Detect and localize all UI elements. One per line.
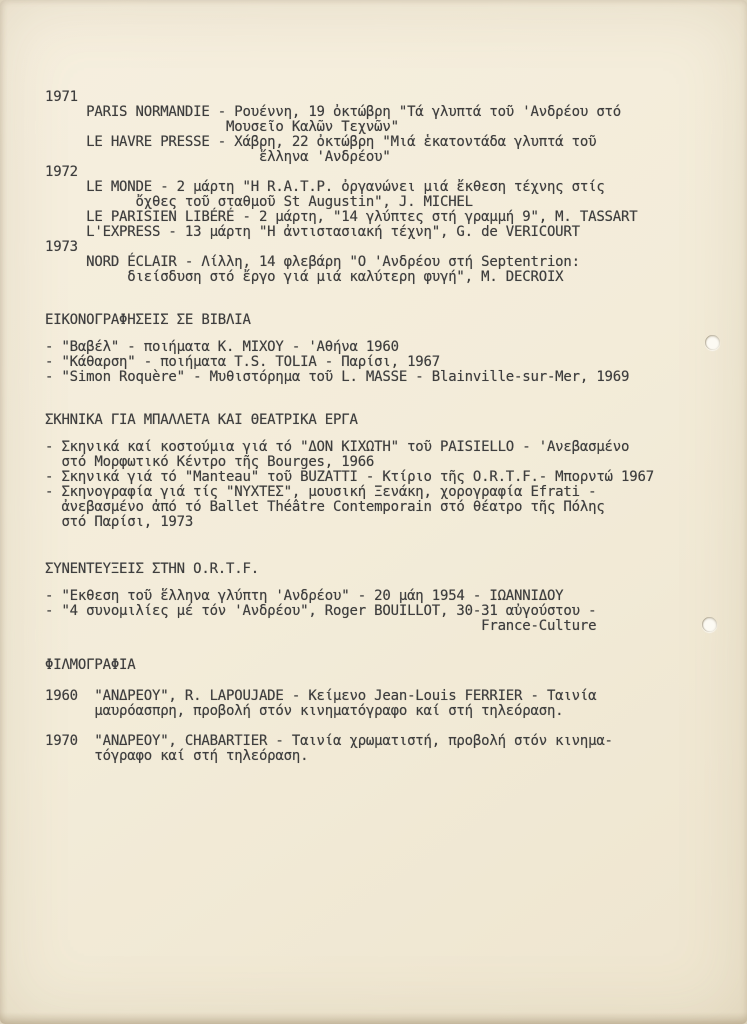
press-chronology-section	[45, 90, 737, 285]
text-line: στό Μορφωτικό Κέντρο τῆς Bourges, 1966	[45, 454, 375, 470]
section-book-illustrations	[45, 313, 737, 385]
text-line: - "4 συνομιλίες μέ τόν 'Ανδρέου", Roger BOUILLOT, 30-31 αὐγούστου -	[45, 603, 597, 619]
text-line: 1960 "ΑΝΔΡΕΟΥ", R. LAPOUJADE - Κείμενο Jean-Louis FERRIER - Ταινία	[45, 688, 597, 704]
text-line: LE HAVRE PRESSE - Χάβρη, 22 ὀκτώβρη "Μιά ἑκατοντάδα γλυπτά τοῦ	[45, 134, 597, 150]
interviews-list	[45, 589, 737, 634]
section-title-interviews: ΣΥΝΕΝΤΕΥΞΕΙΣ ΣΤΗΝ O.R.T.F.	[45, 561, 259, 577]
hole-punch-bottom	[702, 617, 717, 632]
text-line: PARIS NORMANDIE - Ρουέννη, 19 ὀκτώβρη "Τά γλυπτά τοῦ 'Ανδρέου στό	[45, 104, 622, 120]
text-line: 1973	[45, 239, 78, 255]
text-line	[45, 719, 737, 734]
text-line: ἀνεβασμένο ἀπό τό Ballet Théâtre Contemporain στό θέατρο τῆς Πόλης	[45, 499, 605, 515]
text-line: 1970 "ΑΝΔΡΕΟΥ", CHABARTIER - Ταινία χρωματιστή, προβολή στόν κινημα-	[45, 733, 613, 749]
text-line: ἕλληνα 'Ανδρέου"	[45, 149, 391, 165]
filmography-list	[45, 689, 737, 764]
section-title-stage-sets: ΣΚΗΝΙΚΑ ΓΙΑ ΜΠΑΛΛΕΤΑ ΚΑΙ ΘΕΑΤΡΙΚΑ ΕΡΓΑ	[45, 412, 358, 428]
text-line: τόγραφο καί στή τηλεόραση.	[45, 748, 309, 764]
hole-punch-top	[705, 335, 720, 350]
text-line: - Σκηνογραφία γιά τίς "ΝΥΧΤΕΣ", μουσική Ξενάκη, χορογραφία Efrati -	[45, 484, 597, 500]
book-illustrations-list	[45, 340, 737, 385]
stage-sets-list	[45, 440, 737, 530]
text-line: 1972	[45, 164, 78, 180]
text-line: - Σκηνικά γιά τό "Manteau" τοῦ BUZATTI - Κτίριο τῆς O.R.T.F.- Μπορντώ 1967	[45, 469, 654, 485]
section-title-book-illustrations: ΕΙΚΟΝΟΓΡΑΦΗΣΕΙΣ ΣΕ ΒΙΒΛΙΑ	[45, 312, 251, 328]
text-line: NORD ÉCLAIR - Λίλλη, 14 φλεβάρη "Ο 'Ανδρέου στή Septentrion:	[45, 254, 580, 270]
text-line: - "Simon Roquère" - Μυθιστόρημα τοῦ L. MASSE - Blainville-sur-Mer, 1969	[45, 369, 630, 385]
text-line: Μουσεῖο Καλῶν Τεχνῶν"	[45, 119, 399, 135]
section-filmography	[45, 658, 737, 764]
text-line: 1971	[45, 89, 78, 105]
text-line: LE MONDE - 2 μάρτη "Η R.A.T.P. ὀργανώνει μιά ἔκθεση τέχνης στίς	[45, 179, 605, 195]
section-stage-sets	[45, 413, 737, 530]
document-content	[45, 90, 737, 764]
text-line: - "Εκθεση τοῦ ἕλληνα γλύπτη 'Ανδρέου" - 20 μάη 1954 - ΙΩΑΝΝΙΔΟΥ	[45, 588, 564, 604]
section-interviews	[45, 562, 737, 634]
text-line: - Σκηνικά καί κοστούμια γιά τό "ΔΟΝ ΚΙΧΩΤΗ" τοῦ PAISIELLO - 'Ανεβασμένο	[45, 439, 630, 455]
text-line: LE PARISIEN LIBÉRÉ - 2 μάρτη, "14 γλύπτες στή γραμμή 9", M. TASSART	[45, 209, 638, 225]
text-line: στό Παρίσι, 1973	[45, 514, 194, 530]
text-line: ὄχθες τοῦ σταθμοῦ St Augustin", J. MICHEL	[45, 194, 473, 210]
section-title-filmography: ΦΙΛΜΟΓΡΑΦΙΑ	[45, 657, 136, 673]
text-line: - "Κάθαρση" - ποιήματα T.S. TOLIA - Παρίσι, 1967	[45, 354, 440, 370]
text-line: - "Βαβέλ" - ποιήματα Κ. ΜΙΧΟΥ - 'Αθήνα 1960	[45, 339, 399, 355]
text-line: L'EXPRESS - 13 μάρτη "Η ἀντιστασιακή τέχνη", G. de VERICOURT	[45, 224, 580, 240]
text-line: France-Culture	[45, 618, 597, 634]
text-line: μαυρόασπρη, προβολή στόν κινηματόγραφο καί στή τηλεόραση.	[45, 703, 564, 719]
text-line: διείσδυση στό ἔργο γιά μιά καλύτερη φυγή", M. DECROIX	[45, 269, 564, 285]
